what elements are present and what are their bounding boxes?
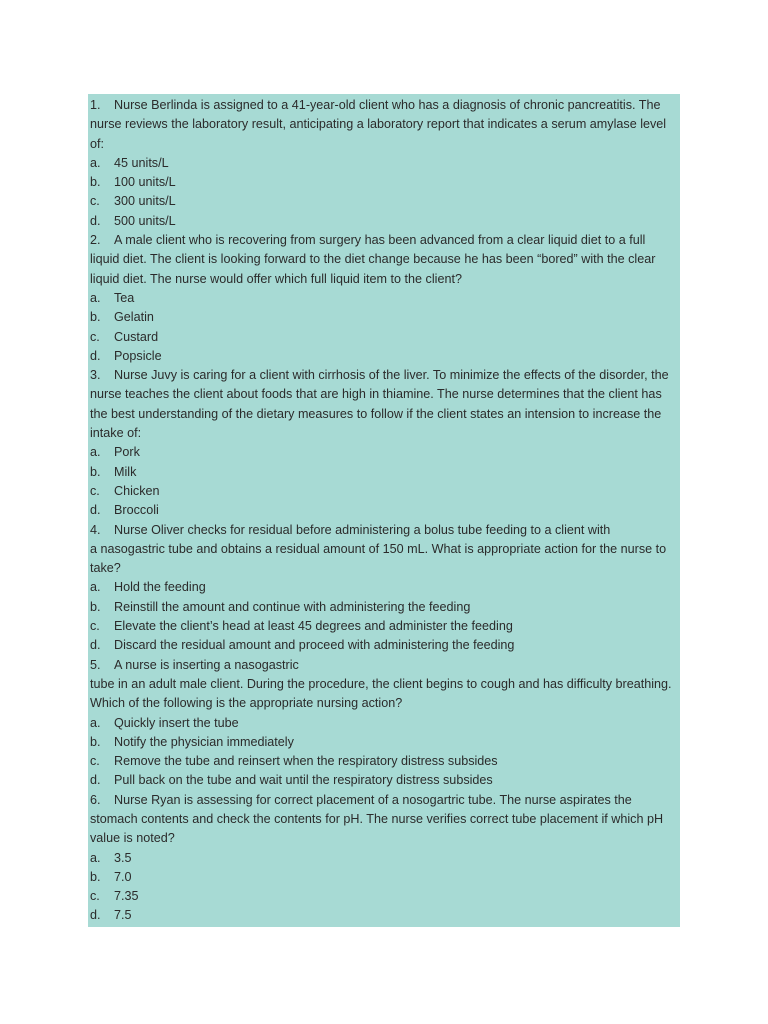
quiz-panel bbox=[88, 94, 680, 927]
question-block bbox=[90, 231, 676, 366]
option-letter: d. bbox=[90, 638, 101, 653]
answer-option bbox=[90, 212, 676, 231]
answer-option bbox=[90, 154, 676, 173]
option-text: Notify the physician immediately bbox=[114, 734, 294, 749]
question-line: nurse reviews the laboratory result, anticipating a laboratory report that indicates a serum amylase level bbox=[90, 117, 667, 132]
option-letter: a. bbox=[90, 290, 101, 305]
option-letter: b. bbox=[90, 464, 101, 479]
question-number: 5. bbox=[90, 657, 101, 672]
answer-option bbox=[90, 308, 676, 327]
option-letter: c. bbox=[90, 194, 100, 209]
question-text: Nurse Berlinda is assigned to a 41-year-old client who has a diagnosis of chronic pancreatitis. The bbox=[114, 98, 661, 112]
question-text: Nurse Juvy is caring for a client with cirrhosis of the liver. To minimize the effects of the disorder, the bbox=[114, 368, 669, 383]
option-text: 500 units/L bbox=[114, 213, 176, 228]
option-text: 45 units/L bbox=[114, 155, 169, 170]
option-letter: a. bbox=[90, 155, 101, 170]
option-text: Quickly insert the tube bbox=[114, 715, 239, 730]
option-text: Chicken bbox=[114, 483, 160, 498]
question-number: 2. bbox=[90, 233, 101, 248]
question-line bbox=[90, 231, 676, 250]
question-line bbox=[90, 521, 676, 540]
question-text: A male client who is recovering from surgery has been advanced from a clear liquid diet to a full bbox=[114, 233, 646, 248]
answer-option bbox=[90, 752, 676, 771]
option-letter: b. bbox=[90, 175, 101, 190]
answer-option bbox=[90, 771, 676, 790]
answer-option bbox=[90, 906, 676, 925]
option-letter: b. bbox=[90, 869, 101, 884]
question-line: of: bbox=[90, 136, 105, 151]
option-letter: b. bbox=[90, 734, 101, 749]
option-text: Reinstill the amount and continue with administering the feeding bbox=[114, 599, 471, 614]
option-letter: a. bbox=[90, 850, 101, 865]
question-text: Nurse Oliver checks for residual before administering a bolus tube feeding to a client with bbox=[114, 522, 611, 537]
answer-option bbox=[90, 578, 676, 597]
question-number: 6. bbox=[90, 792, 101, 807]
question-line: intake of: bbox=[90, 426, 142, 441]
option-text: Broccoli bbox=[114, 503, 159, 518]
question-number: 3. bbox=[90, 368, 101, 383]
answer-option bbox=[90, 173, 676, 192]
question-line bbox=[90, 366, 676, 385]
question-line bbox=[90, 791, 676, 810]
answer-option bbox=[90, 443, 676, 462]
answer-option bbox=[90, 463, 676, 482]
question-block bbox=[90, 521, 676, 656]
question-line: value is noted? bbox=[90, 831, 175, 846]
question-block bbox=[90, 791, 676, 926]
option-letter: d. bbox=[90, 908, 101, 923]
question-line: the best understanding of the dietary measures to follow if the client states an intension to increase the bbox=[90, 406, 662, 421]
option-text: 300 units/L bbox=[114, 194, 176, 209]
answer-option bbox=[90, 192, 676, 211]
question-line: liquid diet. The nurse would offer which full liquid item to the client? bbox=[90, 271, 462, 286]
question-line bbox=[90, 96, 676, 115]
option-text: Tea bbox=[114, 290, 135, 305]
question-number: 4. bbox=[90, 522, 101, 537]
option-letter: c. bbox=[90, 754, 100, 769]
option-text: Discard the residual amount and proceed with administering the feeding bbox=[114, 638, 515, 653]
option-text: Custard bbox=[114, 329, 159, 344]
option-text: Remove the tube and reinsert when the respiratory distress subsides bbox=[114, 754, 498, 769]
answer-option bbox=[90, 849, 676, 868]
option-letter: c. bbox=[90, 619, 100, 634]
option-letter: c. bbox=[90, 329, 100, 344]
option-letter: a. bbox=[90, 715, 101, 730]
option-text: 7.5 bbox=[114, 908, 132, 923]
answer-option bbox=[90, 636, 676, 655]
option-letter: a. bbox=[90, 580, 101, 595]
answer-option bbox=[90, 887, 676, 906]
question-line: tube in an adult male client. During the procedure, the client begins to cough and has difficulty breathing. bbox=[90, 676, 672, 691]
question-block bbox=[90, 96, 676, 231]
option-text: Popsicle bbox=[114, 348, 162, 363]
option-letter: d. bbox=[90, 773, 101, 788]
option-letter: b. bbox=[90, 310, 101, 325]
answer-option bbox=[90, 289, 676, 308]
answer-option bbox=[90, 733, 676, 752]
option-text: 7.0 bbox=[114, 869, 132, 884]
question-block bbox=[90, 656, 676, 791]
option-text: 7.35 bbox=[114, 889, 139, 904]
answer-option bbox=[90, 714, 676, 733]
question-line: Which of the following is the appropriate nursing action? bbox=[90, 696, 403, 711]
option-letter: d. bbox=[90, 503, 101, 518]
option-text: Hold the feeding bbox=[114, 580, 206, 595]
option-text: Gelatin bbox=[114, 310, 154, 325]
option-letter: a. bbox=[90, 445, 101, 460]
option-letter: b. bbox=[90, 599, 101, 614]
question-line: take? bbox=[90, 561, 121, 576]
option-letter: d. bbox=[90, 348, 101, 363]
question-line: nurse teaches the client about foods that are high in thiamine. The nurse determines that the client has bbox=[90, 387, 662, 402]
question-text: Nurse Ryan is assessing for correct placement of a nosogartric tube. The nurse aspirates the bbox=[114, 792, 632, 807]
question-line: stomach contents and check the contents for pH. The nurse verifies correct tube placement if which pH bbox=[90, 811, 664, 826]
option-text: Milk bbox=[114, 464, 137, 479]
answer-option bbox=[90, 617, 676, 636]
option-letter: c. bbox=[90, 483, 100, 498]
option-text: Pull back on the tube and wait until the respiratory distress subsides bbox=[114, 773, 493, 788]
answer-option bbox=[90, 347, 676, 366]
option-letter: c. bbox=[90, 889, 100, 904]
option-text: 3.5 bbox=[114, 850, 132, 865]
question-line: liquid diet. The client is looking forward to the diet change because he has been “bored” with the clear bbox=[90, 252, 656, 267]
question-text: A nurse is inserting a nasogastric bbox=[114, 657, 299, 672]
question-number: 1. bbox=[90, 98, 101, 112]
option-text: Pork bbox=[114, 445, 140, 460]
question-block bbox=[90, 366, 676, 520]
option-letter: d. bbox=[90, 213, 101, 228]
answer-option bbox=[90, 598, 676, 617]
question-line bbox=[90, 656, 676, 675]
answer-option bbox=[90, 501, 676, 520]
answer-option bbox=[90, 328, 676, 347]
option-text: Elevate the client’s head at least 45 degrees and administer the feeding bbox=[114, 619, 513, 634]
answer-option bbox=[90, 482, 676, 501]
option-text: 100 units/L bbox=[114, 175, 176, 190]
question-line: a nasogastric tube and obtains a residual amount of 150 mL. What is appropriate action for the nurse to bbox=[90, 541, 667, 556]
answer-option bbox=[90, 868, 676, 887]
